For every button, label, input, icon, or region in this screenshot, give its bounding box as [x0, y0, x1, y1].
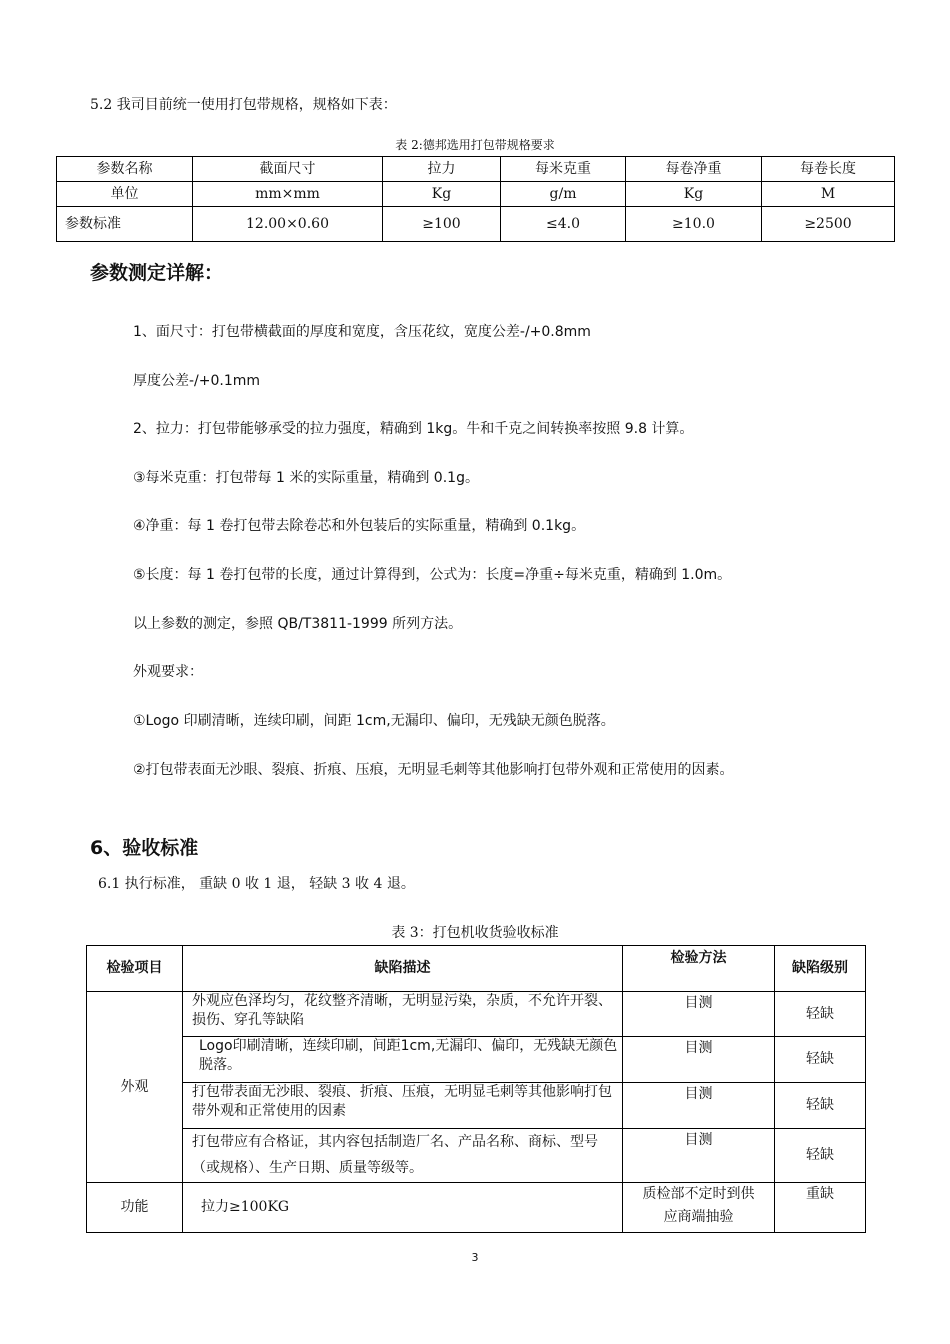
table-header-cell: 每卷长度: [762, 157, 895, 182]
defect-level: 轻缺: [775, 1129, 866, 1183]
defect-level: 轻缺: [775, 992, 866, 1037]
detail-line: ③每米克重：打包带每 1 米的实际重量，精确到 0.1g。: [133, 470, 479, 486]
detail-line: ④净重：每 1 卷打包带去除卷芯和外包装后的实际重量，精确到 0.1kg。: [133, 518, 586, 534]
defect-level: 重缺: [775, 1183, 866, 1233]
table-row: [87, 1037, 866, 1083]
page-number: 3: [471, 1251, 479, 1264]
detail-line: ②打包带表面无沙眼、裂痕、折痕、压痕，无明显毛刺等其他影响打包带外观和正常使用的因素。: [133, 762, 734, 778]
table-cell: mm×mm: [193, 182, 383, 207]
table-cell: ≤4.0: [501, 207, 626, 242]
detail-line: 外观要求：: [133, 664, 203, 680]
table-cell: Kg: [383, 182, 501, 207]
section-5-2-text: 5.2 我司目前统一使用打包带规格，规格如下表：: [90, 97, 397, 113]
table-header-cell: 缺陷级别: [775, 946, 866, 992]
table-header-cell: 截面尺寸: [193, 157, 383, 182]
inspection-method: 质检部不定时到供应商端抽验: [623, 1183, 775, 1233]
detail-line: 以上参数的测定，参照 QB/T3811-1999 所列方法。: [133, 616, 463, 632]
defect-description: 打包带表面无沙眼、裂痕、折痕、压痕，无明显毛刺等其他影响打包带外观和正常使用的因素: [183, 1083, 623, 1129]
table-row: [87, 1083, 866, 1129]
defect-level: 轻缺: [775, 1037, 866, 1083]
section-6-1-text: 6.1 执行标准， 重缺 0 收 1 退， 轻缺 3 收 4 退。: [98, 876, 415, 892]
table-row: [57, 157, 895, 182]
table-cell: 单位: [57, 182, 193, 207]
table-cell: Kg: [626, 182, 762, 207]
table-row: [87, 1183, 866, 1233]
detail-heading: 参数测定详解：: [90, 262, 224, 284]
spec-table: [56, 156, 895, 242]
table-header-cell: 缺陷描述: [183, 946, 623, 992]
inspection-item-function: 功能: [87, 1183, 183, 1233]
table-header-cell: 拉力: [383, 157, 501, 182]
section-6-heading: 6、验收标准: [90, 837, 199, 859]
acceptance-table: [86, 945, 866, 1233]
table-cell: ≥2500: [762, 207, 895, 242]
table-row: [87, 1129, 866, 1183]
defect-description: 打包带应有合格证，其内容包括制造厂名、产品名称、商标、型号（或规格）、生产日期、质量等级等。: [183, 1129, 623, 1183]
detail-line: 厚度公差-/+0.1mm: [133, 373, 261, 389]
detail-line: 2、拉力：打包带能够承受的拉力强度，精确到 1kg。牛和千克之间转换率按照 9.8 计算。: [133, 421, 694, 437]
table-cell: ≥10.0: [626, 207, 762, 242]
inspection-method: 目测: [623, 1129, 775, 1183]
detail-line: 1、面尺寸：打包带横截面的厚度和宽度，含压花纹，宽度公差-/+0.8mm: [133, 324, 591, 340]
defect-description: 外观应色泽均匀，花纹整齐清晰，无明显污染，杂质，不允许开裂、损伤、穿孔等缺陷: [183, 992, 623, 1037]
table-cell: 12.00×0.60: [193, 207, 383, 242]
table-header-cell: 检验项目: [87, 946, 183, 992]
table-header-cell: 每卷净重: [626, 157, 762, 182]
inspection-method: 目测: [623, 992, 775, 1037]
table-row: [57, 182, 895, 207]
detail-line: ⑤长度：每 1 卷打包带的长度，通过计算得到，公式为：长度=净重÷每米克重，精确到 1.0m。: [133, 567, 732, 583]
table-row: [57, 207, 895, 242]
defect-description: 拉力≥100KG: [183, 1183, 623, 1233]
table-row: [87, 946, 866, 992]
table2-caption: 表 2:德邦选用打包带规格要求: [395, 138, 555, 152]
inspection-method: 目测: [623, 1037, 775, 1083]
table-row: [87, 992, 866, 1037]
table-cell: M: [762, 182, 895, 207]
table-header-cell: 每米克重: [501, 157, 626, 182]
table-cell: g/m: [501, 182, 626, 207]
table-header-cell: 参数名称: [57, 157, 193, 182]
table-header-cell: 检验方法: [623, 946, 775, 992]
defect-level: 轻缺: [775, 1083, 866, 1129]
table-cell: 参数标准: [57, 207, 193, 242]
defect-description: Logo印刷清晰，连续印刷，间距1cm,无漏印、偏印，无残缺无颜色脱落。: [183, 1037, 623, 1083]
inspection-method: 目测: [623, 1083, 775, 1129]
detail-line: ①Logo 印刷清晰，连续印刷，间距 1cm,无漏印、偏印，无残缺无颜色脱落。: [133, 713, 615, 729]
table-cell: ≥100: [383, 207, 501, 242]
table3-caption: 表 3：打包机收货验收标准: [391, 925, 559, 941]
inspection-item-appearance: 外观: [87, 992, 183, 1183]
